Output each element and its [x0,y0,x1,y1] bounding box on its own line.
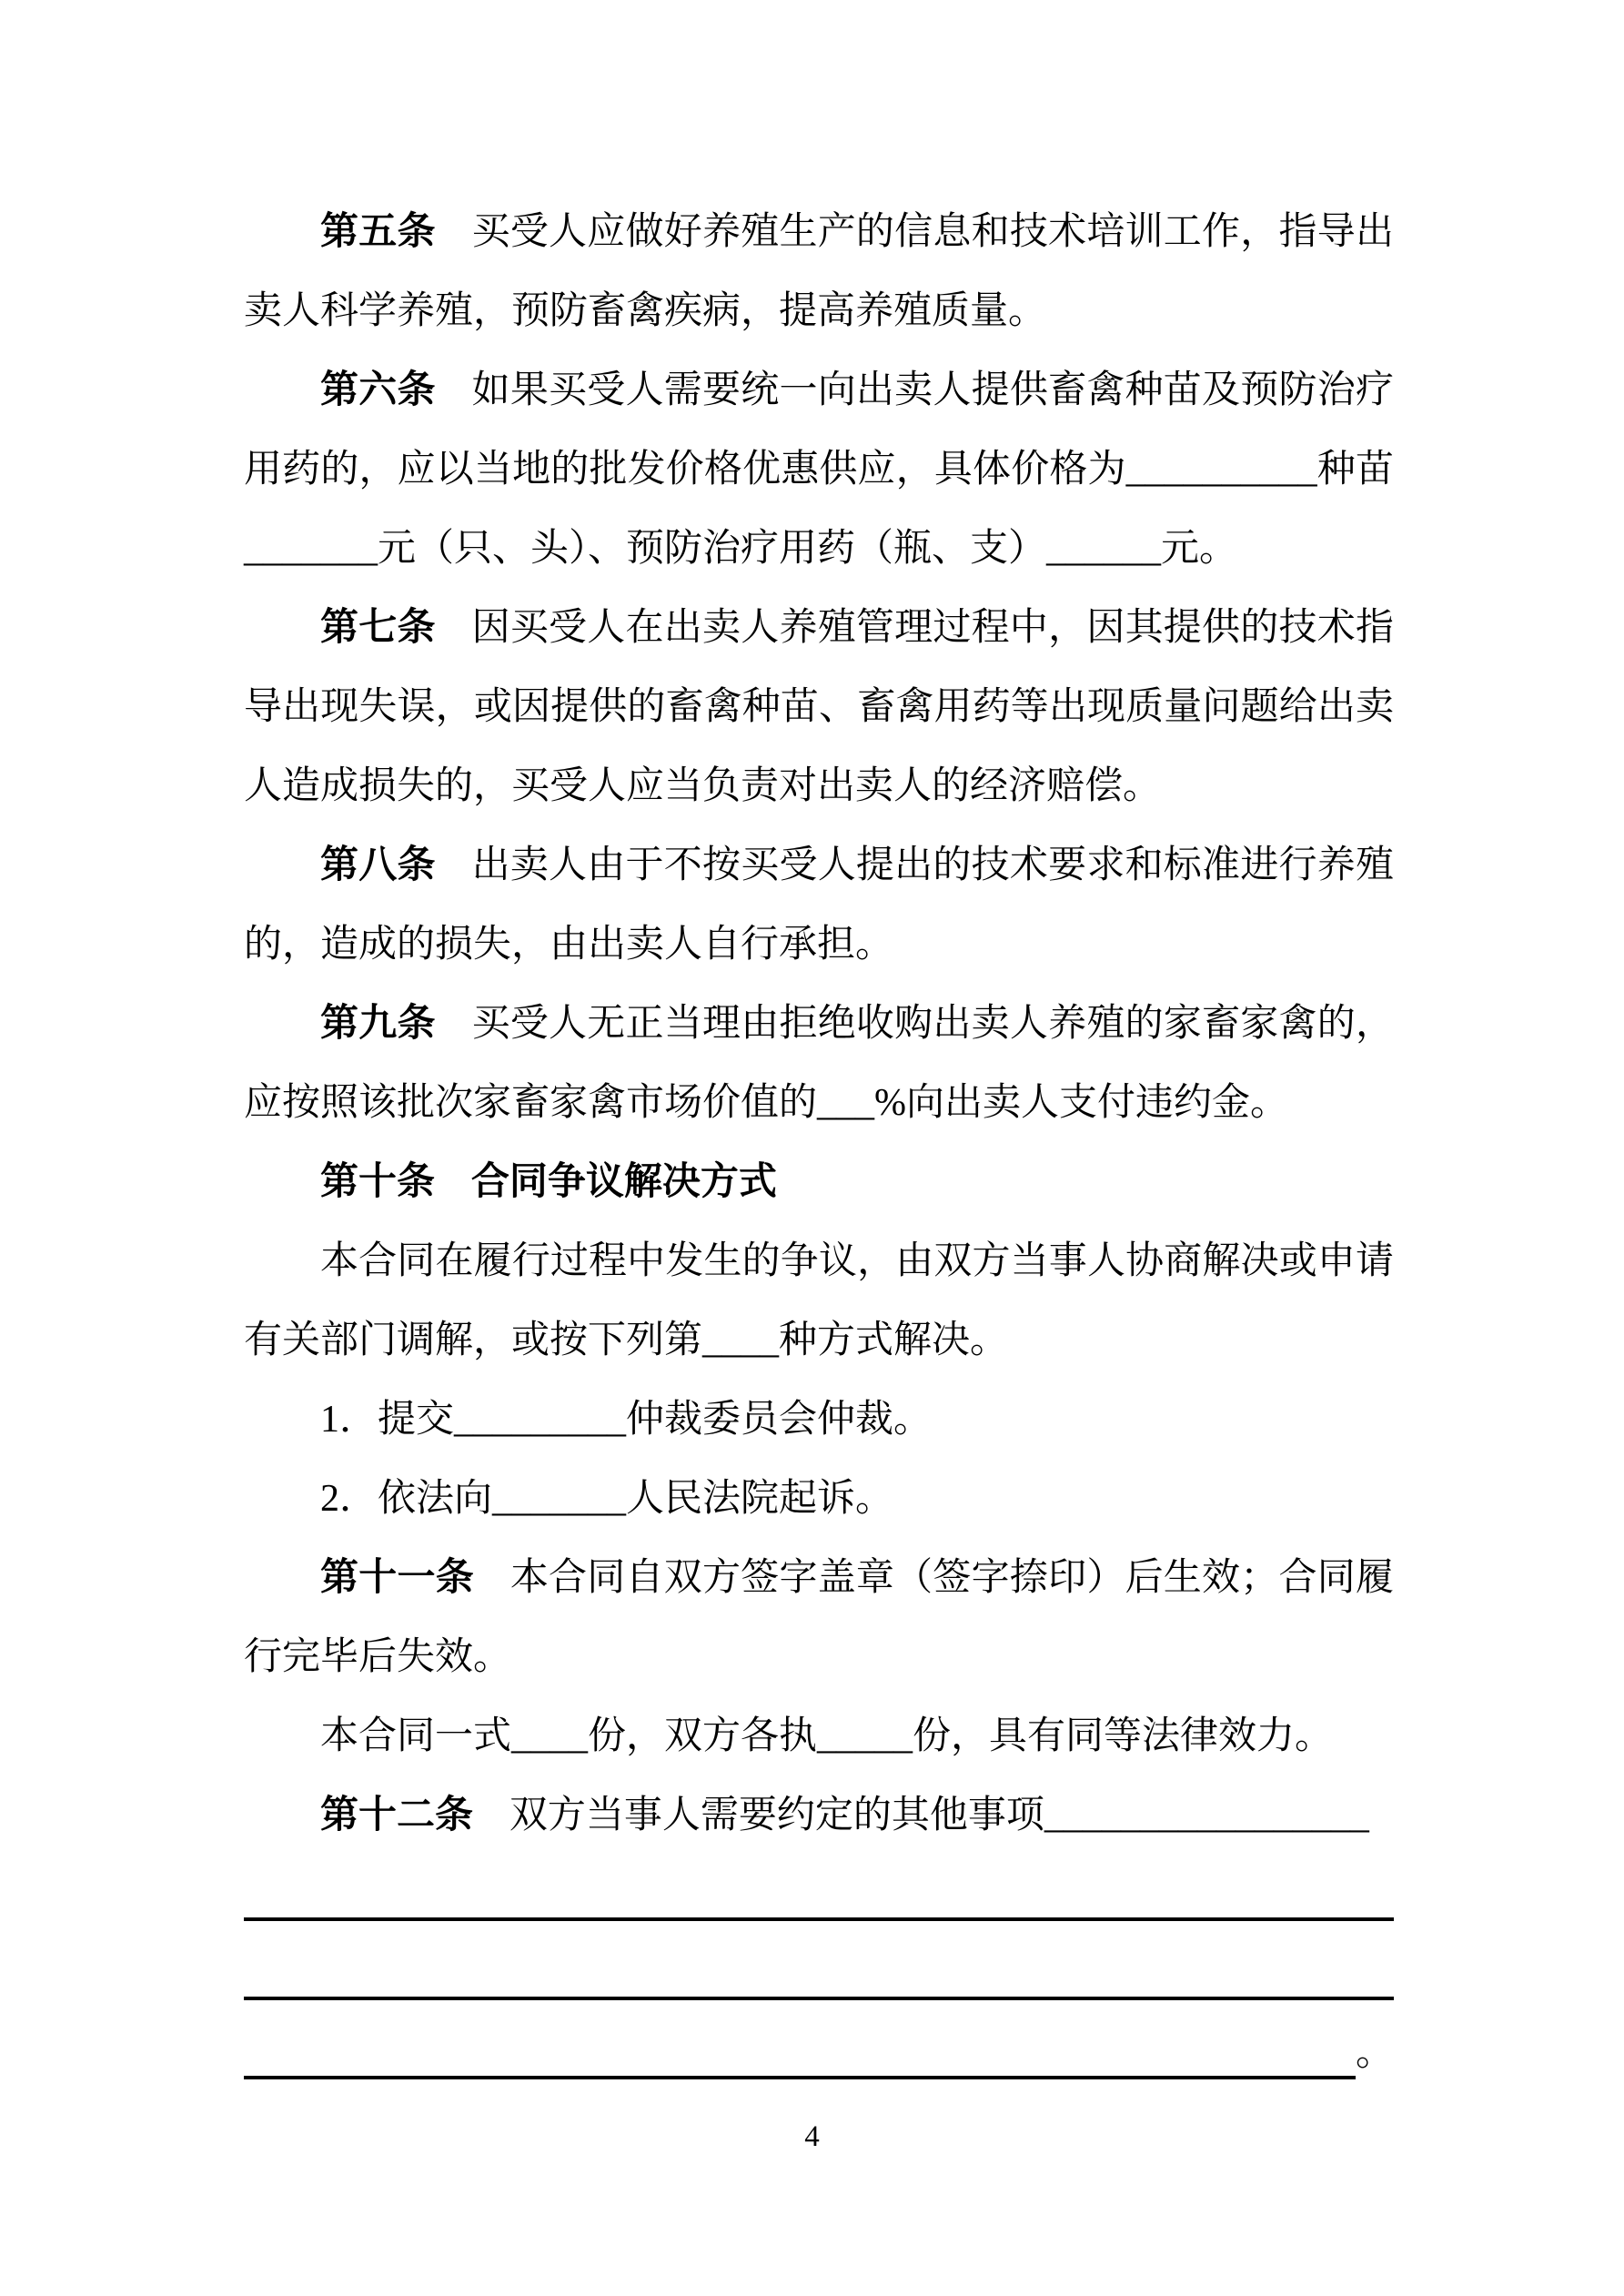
article-paragraph [244,1539,1394,1697]
article-label: 第五条 [320,211,436,253]
page-number: 4 [804,2120,820,2153]
article-paragraph [244,1143,1394,1222]
paragraph-text: 如果买受人需要统一向出卖人提供畜禽种苗及预防治疗用药的，应以当地的批发价格优惠供应，具体价格为__________种苗_______元（只、头）、预防治疗用药（瓶、支）______元。 [244,369,1394,570]
article-label: 第九条 [320,1003,436,1045]
article-label: 第十条 [320,1161,436,1203]
contract-page-body [244,193,1394,2093]
fill-in-blank-line [244,2014,1394,2093]
article-label: 第十二条 [320,1795,474,1836]
article-label: 第六条 [320,369,436,411]
line-end-punctuation: 。 [1355,2032,1394,2074]
article-paragraph [244,351,1394,589]
paragraph-text: 买受人无正当理由拒绝收购出卖人养殖的家畜家禽的，应按照该批次家畜家禽市场价值的___%向出卖人支付违约金。 [244,1003,1394,1124]
article-label: 第十一条 [320,1557,474,1599]
blank-underline [244,2014,1356,2079]
article-label: 第七条 [320,607,436,649]
paragraph-text: 买受人应做好养殖生产的信息和技术培训工作，指导出卖人科学养殖，预防畜禽疾病，提高养殖质量。 [244,211,1394,332]
paragraph-text: 1．提交_________仲裁委员会仲裁。 [320,1399,933,1441]
paragraph-text: 因买受人在出卖人养殖管理过程中，因其提供的技术指导出现失误，或因提供的畜禽种苗、畜禽用药等出现质量问题给出卖人造成损失的，买受人应当负责对出卖人的经济赔偿。 [244,607,1394,807]
article-paragraph [244,826,1394,985]
article-paragraph [244,1776,1394,1856]
article-label: 第八条 [320,845,436,886]
blank-underline [244,1935,1394,2000]
article-heading-text: 合同争议解决方式 [470,1161,777,1203]
body-paragraph [244,1697,1394,1776]
paragraph-text: 出卖人由于不按买受人提出的技术要求和标准进行养殖的，造成的损失，由出卖人自行承担。 [244,845,1394,966]
fill-in-blank-line [244,1856,1394,1935]
article-paragraph [244,193,1394,351]
paragraph-text: 本合同自双方签字盖章（签字捺印）后生效；合同履行完毕后失效。 [244,1557,1394,1678]
fill-in-blank-line [244,1935,1394,2014]
blank-underline [244,1856,1394,1921]
paragraph-text: 双方当事人需要约定的其他事项_________________ [509,1795,1369,1836]
article-paragraph [244,985,1394,1143]
body-paragraph [244,1460,1394,1539]
paragraph-text: 本合同在履行过程中发生的争议，由双方当事人协商解决或申请有关部门调解，或按下列第____种方式解决。 [244,1240,1394,1361]
paragraph-text: 本合同一式____份，双方各执_____份，具有同等法律效力。 [320,1715,1334,1757]
body-paragraph [244,1222,1394,1381]
paragraph-text: 2．依法向_______人民法院起诉。 [320,1478,894,1520]
body-paragraph [244,1381,1394,1460]
article-paragraph [244,589,1394,826]
